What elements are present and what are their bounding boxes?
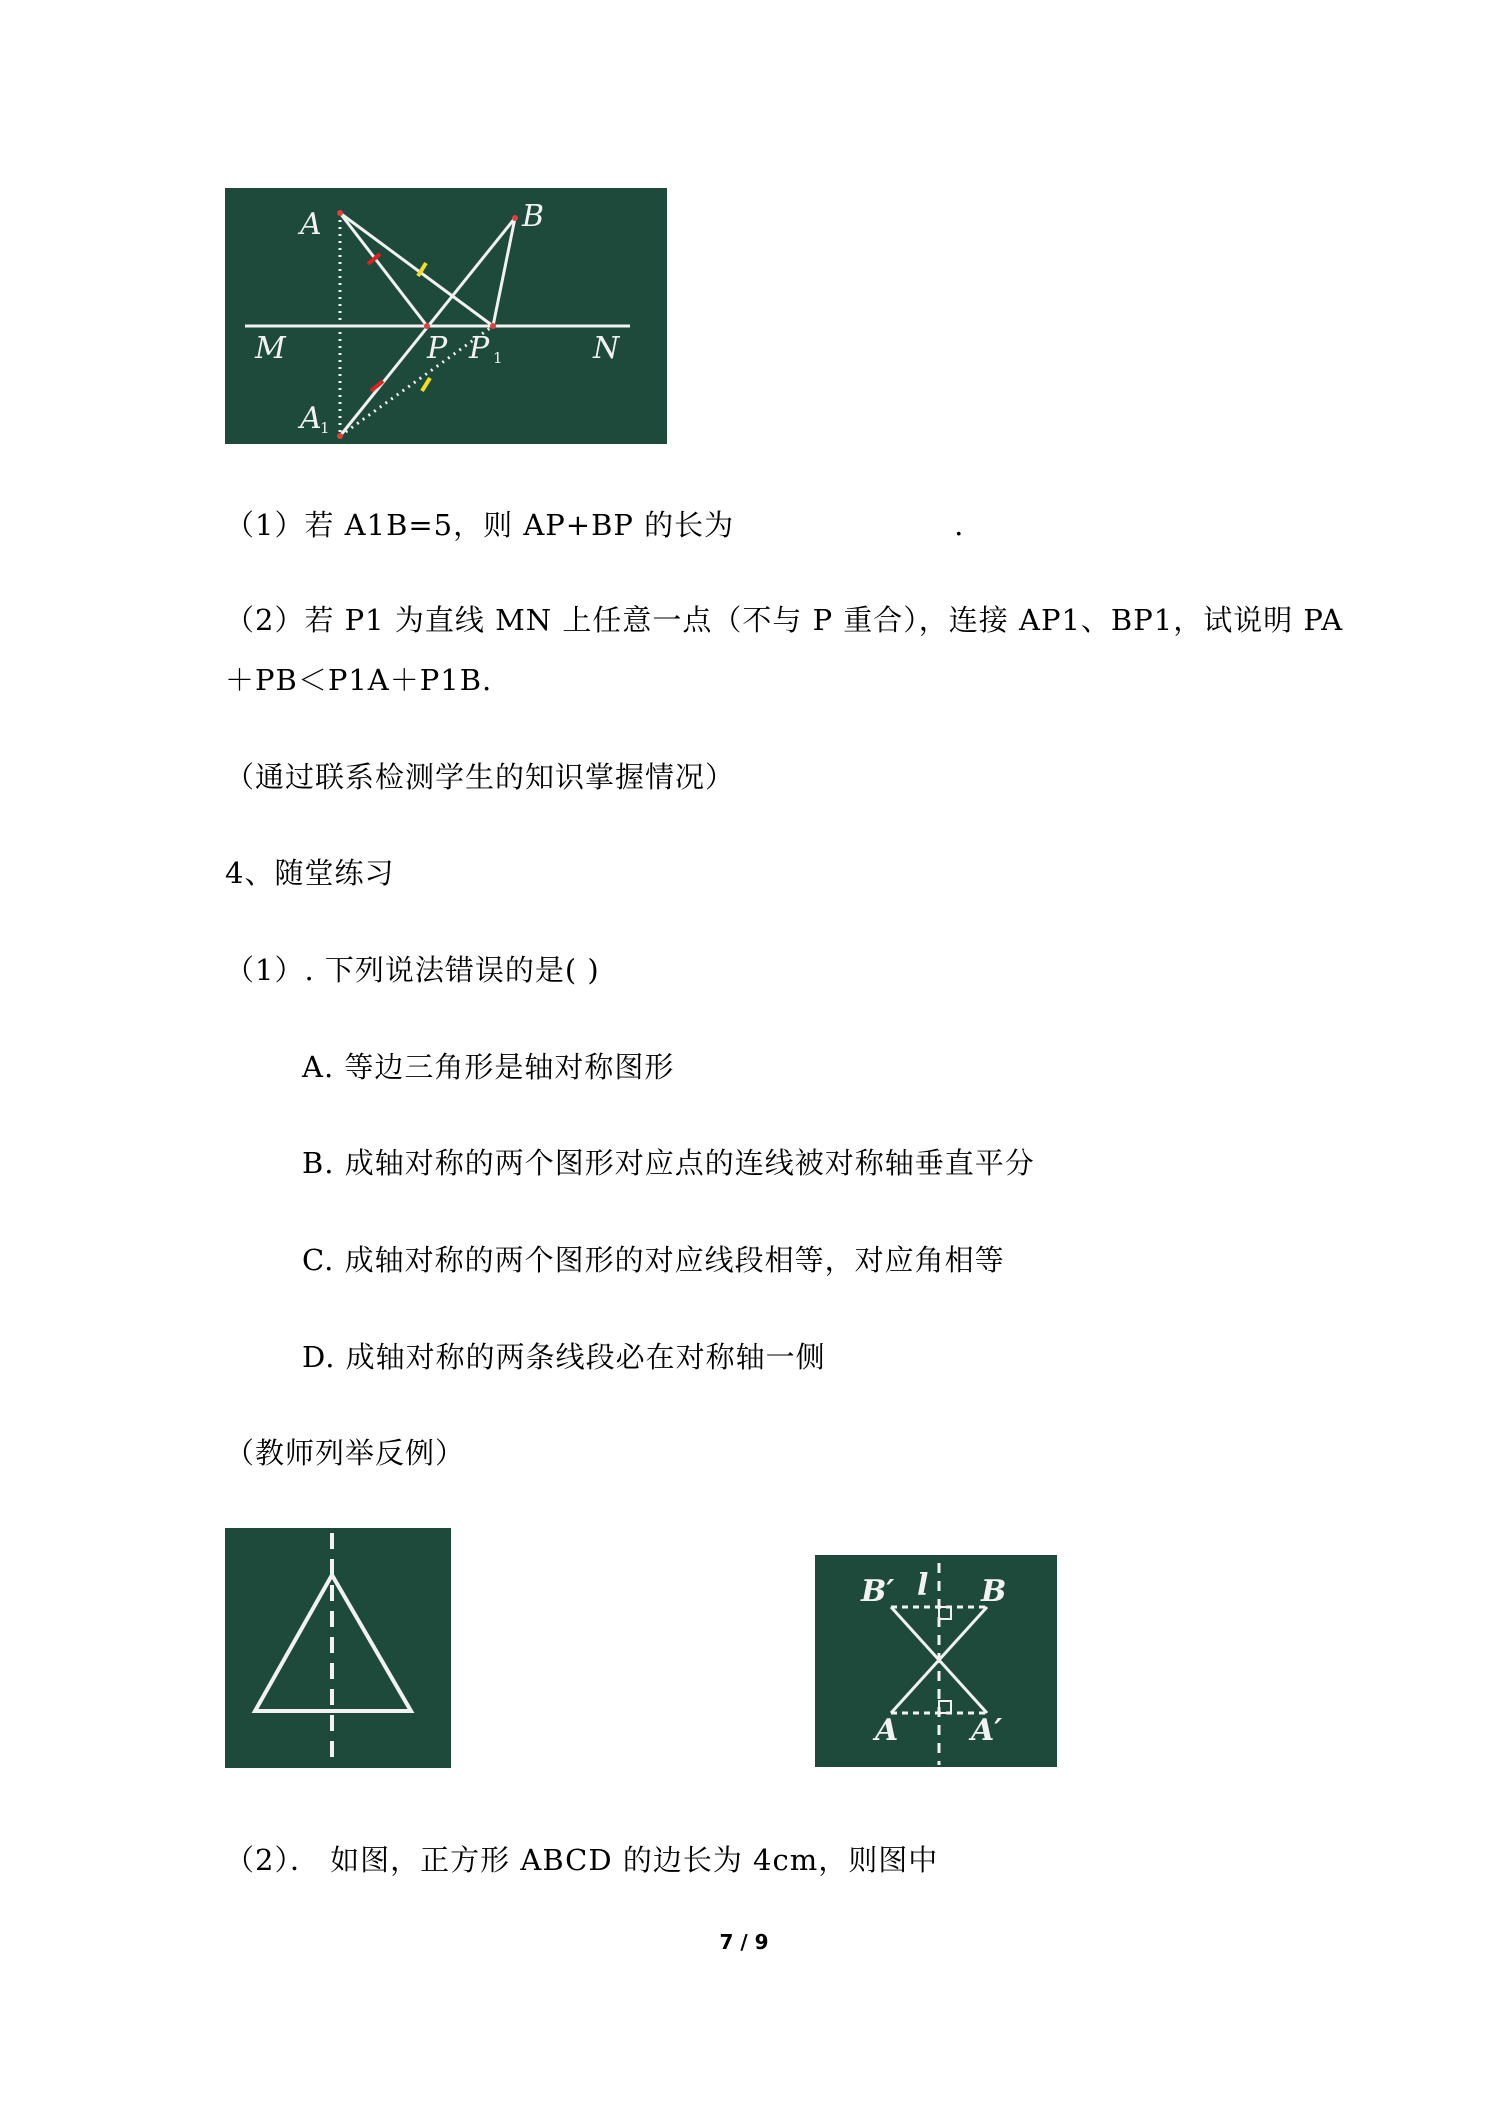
label-p1-sub: 1 — [493, 349, 503, 367]
label-b: B — [522, 199, 545, 234]
option-b: B. 成轴对称的两个图形对应点的连线被对称轴垂直平分 — [302, 1146, 1035, 1180]
figure-symmetric-segments — [815, 1555, 1057, 1767]
section-heading-practice: 4、随堂练习 — [225, 856, 395, 890]
point-p — [424, 323, 430, 329]
label-m: M — [255, 331, 286, 366]
label-l: l — [917, 1568, 929, 1603]
question-1 — [225, 505, 964, 545]
yellow-tick-lower — [422, 378, 430, 391]
teacher-note-1: （通过联系检测学生的知识掌握情况） — [225, 760, 736, 794]
question-2-line-1: （2）若 P1 为直线 MN 上任意一点（不与 P 重合），连接 AP1、BP1，试说明 PA — [225, 603, 1344, 637]
label-p1: P — [469, 331, 490, 366]
label-a1: A — [300, 401, 322, 436]
segment-b-p1 — [493, 218, 515, 326]
label-p: P — [427, 331, 448, 366]
segment-a-p1 — [340, 213, 493, 326]
label-a: A — [875, 1713, 899, 1748]
point-a — [337, 210, 343, 216]
figure-shortest-path-svg — [225, 188, 667, 444]
question-1-end: . — [954, 508, 965, 542]
option-c: C. 成轴对称的两个图形的对应线段相等，对应角相等 — [302, 1243, 1005, 1277]
figure-symmetric-segments-svg — [815, 1555, 1057, 1767]
right-angle-bottom — [939, 1701, 951, 1713]
exercise-2: （2）． 如图，正方形 ABCD 的边长为 4cm，则图中 — [225, 1843, 939, 1877]
figure-shortest-path — [225, 188, 667, 444]
question-2-line-2: ＋PB＜P1A＋P1B. — [225, 663, 493, 697]
exercise-1: （1）. 下列说法错误的是( ) — [225, 953, 600, 987]
page-number: 7 / 9 — [719, 1930, 769, 1954]
option-a: A. 等边三角形是轴对称图形 — [302, 1050, 675, 1084]
label-a1-sub: 1 — [320, 419, 330, 437]
teacher-note-2: （教师列举反例） — [225, 1436, 466, 1470]
label-a-prime: A′ — [971, 1713, 1003, 1748]
label-a: A — [300, 207, 322, 242]
segment-a-p — [340, 213, 427, 326]
label-b-prime: B′ — [861, 1574, 895, 1609]
question-1-text: （1）若 A1B=5，则 AP+BP 的长为 — [225, 508, 735, 542]
figure-triangle-axis — [225, 1528, 451, 1768]
point-p1 — [490, 323, 496, 329]
point-b — [512, 215, 518, 221]
right-angle-top — [939, 1607, 951, 1619]
option-d: D. 成轴对称的两条线段必在对称轴一侧 — [302, 1340, 826, 1374]
label-n: N — [593, 331, 620, 366]
figure-triangle-axis-svg — [225, 1528, 451, 1768]
label-b: B — [981, 1574, 1007, 1609]
point-a1 — [337, 433, 343, 439]
